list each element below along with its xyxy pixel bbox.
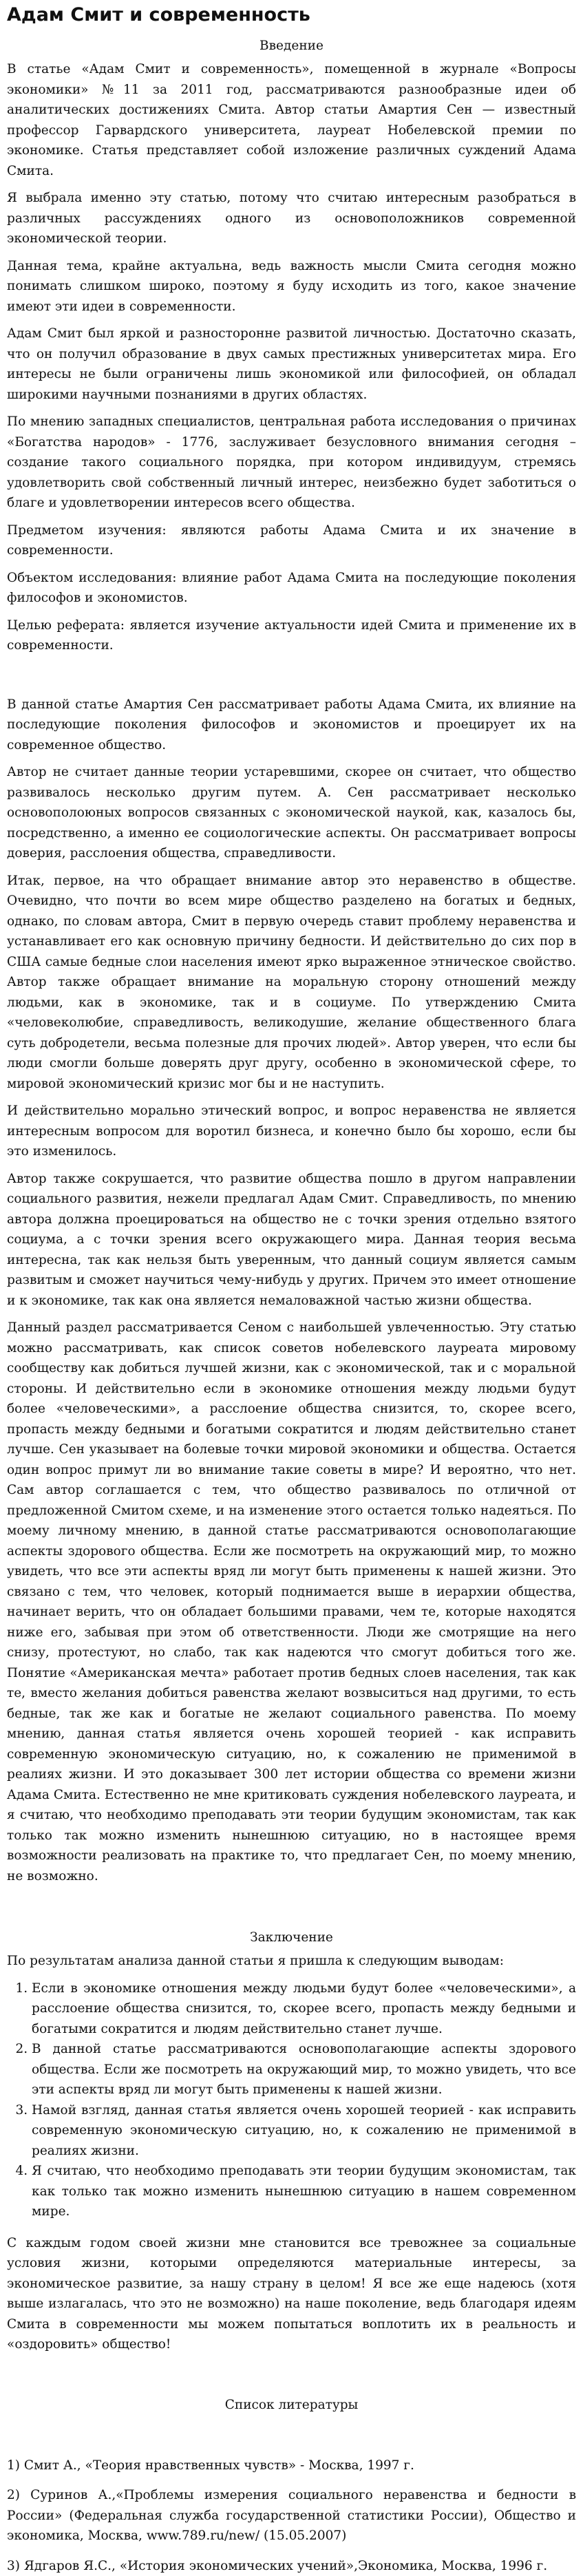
intro-paragraph: Предметом изучения: являются работы Адама Смита и их значение в современности. [7, 522, 576, 558]
body-paragraph: Автор также сокрушается, что развитие общества пошло в другом направлении социального развития, нежели предлагал Адам Смит. Справедливость, по мнению автора должна проецироваться на общество не с точки зрения отдельно взятого социума, а с точки зрения всего окружающего мира. Данная теория весьма интересна, так как нельзя быть уверенным, что данный социум является самым развитым и сможет научиться чему-нибудь у других. Причем это имеет отношение и к экономике, так как она является немаловажной частью жизни общества. [7, 1171, 576, 1308]
conclusion-item: 1. Если в экономике отношения между людьми будут более «человеческими», а расслоение общества снизится, то, скорее всего, пропасть между бедными и богатыми сократится и людям действительно станет лучше. [32, 1978, 576, 2040]
intro-paragraph: В статье «Адам Смит и современность», помещенной в журнале «Вопросы экономики» №11 за 2011 год, рассматриваются разнообразные идеи об аналитических достижениях Смита. Автор статьи Амартия Сен — известный профессор Гарвардского университета, лауреат Нобелевской премии по экономике. Статья представляет собой изложение различных суждений Адама Смита. [7, 62, 576, 178]
intro-paragraph: Объектом исследования: влияние работ Адама Смита на последующие поколения философов и экономистов. [7, 570, 576, 606]
body-paragraph: Автор не считает данные теории устаревшими, скорее он считает, что общество развивалось несколько другим путем. А. Сен рассматривает несколько основополоюных вопросов связанных с экономической наукой, как, казалось бы, посредственно, а именно ее социологические аспекты. Он рассматривает вопросы доверия, расслоения общества, справедливости. [7, 765, 576, 861]
body-paragraph: Итак, первое, на что обращает внимание автор это неравенство в обществе. Очевидно, что почти во всем мире общество разделено на богатых и бедных, однако, по словам автора, Смит в первую очередь ставит проблему неравенства и устанавливает его как основную причину бедности. И действительно до сих пор в США самые бедные слои населения имеют ярко выраженное этническое свойство. Автор также обращает внимание на моральную сторону отношений между людьми, как в экономике, так и в социуме. По утверждению Смита «человеколюбие, справедливость, великодушие, желание общественного блага суть добродетели, весьма полезные для прочих людей». Автор уверен, что если бы люди смогли больше доверять друг другу, особенно в экономической сфере, то мировой экономический кризис мог бы и не наступить. [7, 873, 576, 1091]
conclusion-item: 3. Намой взгляд, данная статья является очень хорошей теорией - как исправить современную экономическую ситуацию, но, к сожалению не применимой в реалиях жизни. [32, 2100, 576, 2162]
body-paragraph: И действительно морально этический вопрос, и вопрос неравенства не является интересным вопросом для воротил бизнеса, и конечно было бы хорошо, если бы это изменилось. [7, 1104, 576, 1159]
conclusion-section [7, 1928, 576, 2355]
conclusion-item: 2. В данной статье рассматриваются основополагающие аспекты здорового общества. Если же посмотреть на окружающий мир, то можно увидеть, что все эти аспекты вряд ли могут быть применены к нашей жизни. [32, 2039, 576, 2100]
intro-paragraph: По мнению западных специалистов, центральная работа исследования о причинах «Богатства народов» - 1776, заслуживает безусловного внимания сегодня – создание такого социального порядка, при котором индивидуум, стремясь удовлетворить свой собственный личный интерес, неизбежно будет заботиться о благе и удовлетворении интересов всего общества. [7, 414, 576, 511]
references-section [7, 2395, 576, 2576]
conclusion-item: 4. Я считаю, что необходимо преподавать эти теории будущим экономистам, так как только так можно изменить нынешнюю ситуацию в нашем современном мире. [32, 2161, 576, 2222]
intro-section [7, 36, 576, 656]
intro-paragraph: Данная тема, крайне актуальна, ведь важность мысли Смита сегодня можно понимать слишком широко, поэтому я буду исходить из того, какое значение имеют эти идеи в современности. [7, 258, 576, 314]
reference-item: 2) Суринов А.,«Проблемы измерения социального неравенства и бедности в России» (Федеральная служба государственной статистики России), Общество и экономика, Москва, www.789.ru/new/ (15.05.2007) [7, 2488, 576, 2544]
reference-item: 3) Ядгаров Я.С., «История экономических учений»,Экономика, Москва, 1996 г. [7, 2558, 548, 2573]
body-section [7, 695, 576, 1887]
conclusion-lead: По результатам анализа данной статьи я пришла к следующим выводам: [7, 1954, 504, 1969]
conclusion-heading: Заключение [250, 1930, 333, 1945]
document-title: Адам Смит и современность [7, 4, 310, 25]
intro-paragraph: Адам Смит был яркой и разносторонне развитой личностью. Достаточно сказать, что он получил образование в двух самых престижных университетах мира. Его интересы не были ограничены лишь экономикой или философией, он обладал широкими научными познаниями в других областях. [7, 326, 576, 402]
references-heading: Список литературы [224, 2397, 359, 2412]
section-spacer [7, 2362, 576, 2395]
section-spacer [7, 1893, 576, 1928]
conclusion-list [7, 1978, 576, 2222]
reference-item: 1) Смит А., «Теория нравственных чувств» - Москва, 1997 г. [7, 2458, 414, 2473]
intro-paragraph: Целью реферата: является изучение актуальности идей Смита и применение их в современности. [7, 617, 576, 653]
section-spacer [7, 663, 576, 695]
body-paragraph: Данный раздел рассматривается Сеном с наибольшей увлеченностью. Эту статью можно рассматривать, как список советов нобелевского лауреата мировому сообществу как добиться лучшей жизни, как с экономической, так и с моральной стороны. И действительно если в экономике отношения между людьми будут более «человеческими», а расслоение общества снизится, то, скорее всего, пропасть между бедными и богатыми сократится и людям действительно станет лучше. Сен указывает на болевые точки мировой экономики и общества. Остается один вопрос примут ли во внимание такие советы в мире? И вероятно, что нет. Сам автор соглашается с тем, что общество развивалось по отличной от предложенной Смитом схеме, и на изменение этого остается только надеяться. По моему личному мнению, в данной статье рассматриваются основополагающие аспекты здорового общества. Если же посмотреть на окружающий мир, то можно увидеть, что все эти аспекты вряд ли могут быть применены к нашей жизни. Это связано с тем, что человек, который поднимается выше в иерархии общества, начинает верить, что он обладает большими правами, чем те, которые находятся ниже его, забывая при этом об ответственности. Люди же смотрящие на него снизу, протестуют, но слабо, так как надеются что смогут добиться того же. Понятие «Американская мечта» работает против бедных слоев населения, так как те, вместо желания добиться равенства желают возвыситься над другими, то есть бедные, так же как и богатые не желают социального равенства. По моему мнению, данная статья является очень хорошей теорией - как исправить современную экономическую ситуацию, но, к сожалению не применимой в реалиях жизни. И это доказывает 300 лет истории общества со времени жизни Адама Смита. Естественно не мне критиковать суждения нобелевского лауреата, и я считаю, что необходимо преподавать эти теории будущим экономистам, так как только так можно изменить нынешнюю ситуацию, но в настоящее время возможности реализовать на практике то, что предлагает Сен, по моему мнению, не возможно. [7, 1320, 576, 1883]
conclusion-closing: С каждым годом своей жизни мне становится все тревожнее за социальные условия жизни, которыми определяются материальные интересы, за экономическое развитие, за нашу страну в целом! Я все же еще надеюсь (хотя выше излагалась, что это не возможно) на наше поколение, ведь благодаря идеям Смита в современности мы можем попытаться воплотить их в реальность и «оздоровить» общество! [7, 2235, 576, 2352]
body-paragraph: В данной статье Амартия Сен рассматривает работы Адама Смита, их влияние на последующие поколения философов и экономистов и проецирует их на современное общество. [7, 697, 576, 752]
intro-heading: Введение [259, 39, 324, 54]
intro-paragraph: Я выбрала именно эту статью, потому что считаю интересным разобраться в различных рассуждениях одного из основоположников современной экономической теории. [7, 191, 576, 246]
